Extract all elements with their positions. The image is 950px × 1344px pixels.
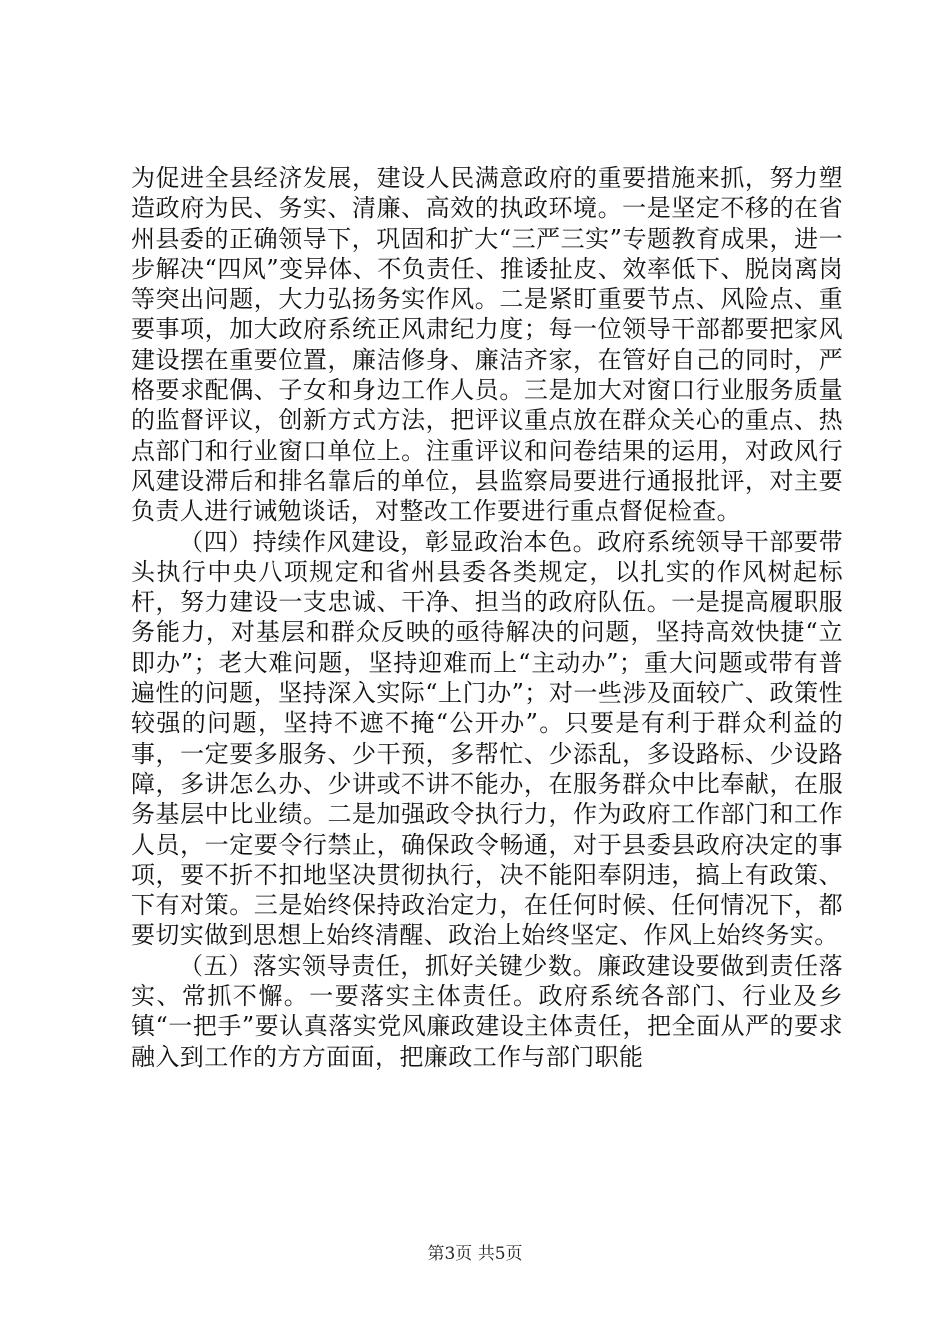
paragraph-continuation: 为促进全县经济发展，建设人民满意政府的重要措施来抓，努力塑造政府为民、务实、清廉、高效的执政环境。一是坚定不移的在省州县委的正确领导下，巩固和扩大“三严三实”专题教育成果，进一步解决“四风”变异体、不负责任、推诿扯皮、效率低下、脱岗离岗等突出问题，大力弘扬务实作风。二是紧盯重要节点、风险点、重要事项，加大政府系统正风肃纪力度；每一位领导干部都要把家风建设摆在重要位置，廉洁修身、廉洁齐家，在管好自己的同时，严格要求配偶、子女和身边工作人员。三是加大对窗口行业服务质量的监督评议，创新方式方法，把评议重点放在群众关心的重点、热点部门和行业窗口单位上。注重评议和问卷结果的运用，对政风行风建设滞后和排名靠后的单位，县监察局要进行通报批评，对主要负责人进行诫勉谈话，对整改工作要进行重点督促检查。	[131, 164, 843, 526]
paragraph-section-four: （四）持续作风建设，彰显政治本色。政府系统领导干部要带头执行中央八项规定和省州县委各类规定，以扎实的作风树起标杆，努力建设一支忠诚、干净、担当的政府队伍。一是提高履职服务能力，对基层和群众反映的亟待解决的问题，坚持高效快捷“立即办”；老大难问题，坚持迎难而上“主动办”；重大问题或带有普遍性的问题，坚持深入实际“上门办”；对一些涉及面较广、政策性较强的问题，坚持不遮不掩“公开办”。只要是有利于群众利益的事，一定要多服务、少干预，多帮忙、少添乱，多设路标、少设路障，多讲怎么办、少讲或不讲不能办，在服务群众中比奉献，在服务基层中比业绩。二是加强政令执行力，作为政府工作部门和工作人员，一定要令行禁止，确保政令畅通，对于县委县政府决定的事项，要不折不扣地坚决贯彻执行，决不能阳奉阴违，搞上有政策、下有对策。三是始终保持政治定力，在任何时候、任何情况下，都要切实做到思想上始终清醒、政治上始终坚定、作风上始终务实。	[131, 527, 843, 950]
page-number-label: 第3页 共5页	[427, 1244, 523, 1264]
paragraph-section-five: （五）落实领导责任，抓好关键少数。廉政建设要做到责任落实、常抓不懈。一要落实主体责任。政府系统各部门、行业及乡镇“一把手”要认真落实党风廉政建设主体责任，把全面从严的要求融入到工作的方方面面，把廉政工作与部门职能	[131, 951, 843, 1071]
document-body	[131, 163, 843, 1072]
page-footer	[0, 1243, 950, 1265]
